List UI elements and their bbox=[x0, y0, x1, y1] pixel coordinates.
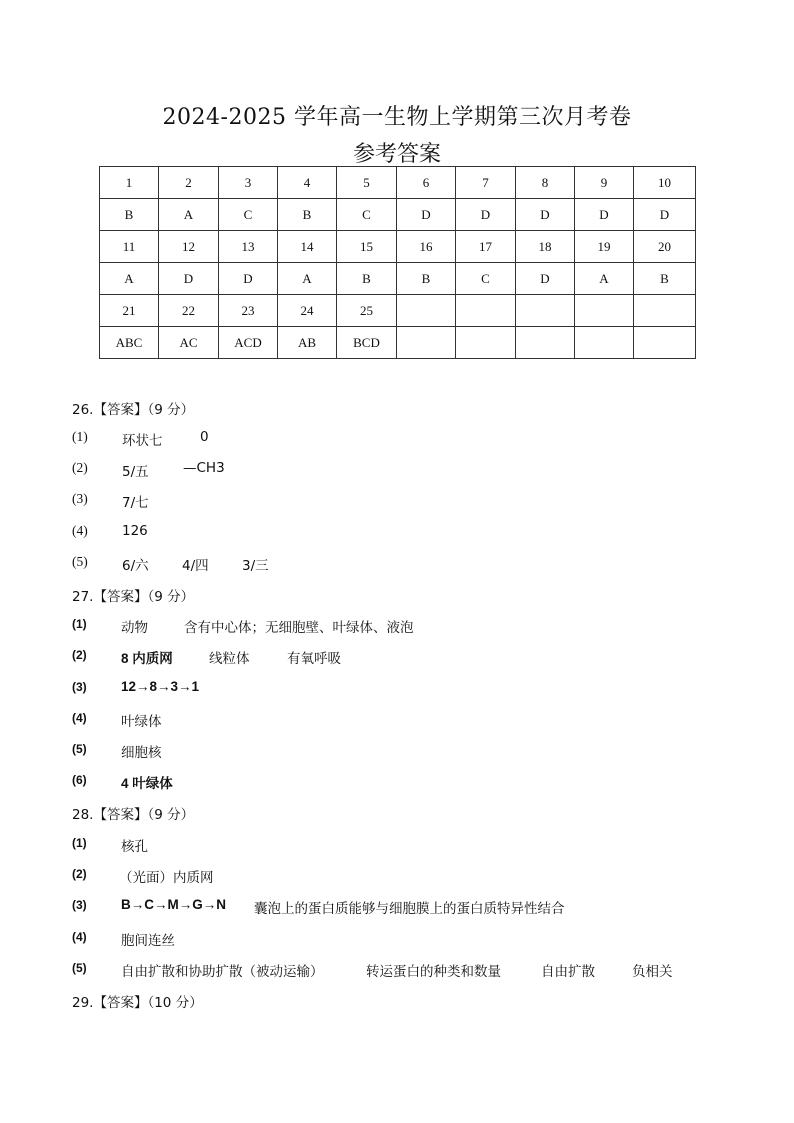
answer-part: 线粒体 bbox=[209, 651, 250, 667]
question-number-cell: 4 bbox=[278, 167, 337, 199]
q27-heading: 27.【答案】（9 分） bbox=[72, 589, 195, 605]
answer-part: 4/四 bbox=[182, 558, 209, 574]
answer-cell: D bbox=[516, 263, 575, 295]
answer-part: 12→8→3→1 bbox=[121, 679, 200, 694]
item-number: (4) bbox=[72, 523, 88, 538]
item-number: (6) bbox=[72, 773, 87, 787]
answer-cell: AB bbox=[278, 327, 337, 359]
item-number: (1) bbox=[72, 836, 87, 850]
question-number-cell: 17 bbox=[456, 231, 516, 263]
answer-cell: B bbox=[337, 263, 397, 295]
question-number-cell: 5 bbox=[337, 167, 397, 199]
item-number: (3) bbox=[72, 491, 88, 506]
question-number-cell: 18 bbox=[516, 231, 575, 263]
question-number-cell: 2 bbox=[159, 167, 219, 199]
item-number: (2) bbox=[72, 648, 87, 662]
question-number-cell: 20 bbox=[634, 231, 696, 263]
answer-cell: C bbox=[456, 263, 516, 295]
answer-part: 转运蛋白的种类和数量 bbox=[366, 964, 501, 980]
question-number-cell: 7 bbox=[456, 167, 516, 199]
answer-part: 囊泡上的蛋白质能够与细胞膜上的蛋白质特异性结合 bbox=[254, 901, 565, 917]
answer-cell: D bbox=[516, 199, 575, 231]
answer-part: 7/七 bbox=[122, 495, 149, 511]
q29-heading: 29.【答案】（10 分） bbox=[72, 995, 203, 1011]
answer-cell bbox=[575, 327, 634, 359]
answer-part: 4 叶绿体 bbox=[121, 776, 173, 791]
answer-cell: A bbox=[278, 263, 337, 295]
q28-heading: 28.【答案】（9 分） bbox=[72, 807, 195, 823]
answer-part: 环状七 bbox=[122, 433, 163, 449]
answer-cell: BCD bbox=[337, 327, 397, 359]
answer-cell: D bbox=[456, 199, 516, 231]
answer-cell bbox=[634, 327, 696, 359]
answer-part: 8 内质网 bbox=[121, 651, 173, 666]
question-number-cell: 1 bbox=[100, 167, 159, 199]
answer-cell: C bbox=[219, 199, 278, 231]
item-number: (5) bbox=[72, 554, 88, 569]
question-number-cell bbox=[456, 295, 516, 327]
answer-part: 负相关 bbox=[632, 964, 673, 980]
question-number-cell: 24 bbox=[278, 295, 337, 327]
question-number-cell: 15 bbox=[337, 231, 397, 263]
question-number-cell: 8 bbox=[516, 167, 575, 199]
answer-cell: A bbox=[159, 199, 219, 231]
question-number-cell: 12 bbox=[159, 231, 219, 263]
answer-cell: B bbox=[397, 263, 456, 295]
answer-part: 3/三 bbox=[242, 558, 269, 574]
answer-part: 含有中心体；无细胞壁、叶绿体、液泡 bbox=[184, 620, 414, 636]
item-number: (1) bbox=[72, 617, 87, 631]
question-number-cell: 14 bbox=[278, 231, 337, 263]
answer-part: 自由扩散 bbox=[541, 964, 595, 980]
question-number-cell: 16 bbox=[397, 231, 456, 263]
question-number-cell: 23 bbox=[219, 295, 278, 327]
answer-part: 有氧呼吸 bbox=[287, 651, 341, 667]
question-number-cell: 11 bbox=[100, 231, 159, 263]
question-number-cell: 21 bbox=[100, 295, 159, 327]
answer-table-row bbox=[100, 327, 696, 359]
answer-part: B→C→M→G→N bbox=[121, 897, 226, 912]
answer-cell: D bbox=[634, 199, 696, 231]
answer-part: 自由扩散和协助扩散（被动运输） bbox=[121, 964, 324, 980]
answer-part: 126 bbox=[122, 523, 148, 539]
answer-cell: ABC bbox=[100, 327, 159, 359]
question-number-cell: 19 bbox=[575, 231, 634, 263]
answer-cell: ACD bbox=[219, 327, 278, 359]
answer-part: 动物 bbox=[121, 620, 148, 636]
answer-part: —CH3 bbox=[183, 460, 225, 476]
answer-cell: B bbox=[634, 263, 696, 295]
item-number: (2) bbox=[72, 460, 88, 475]
answer-cell: D bbox=[575, 199, 634, 231]
answer-part: 细胞核 bbox=[121, 745, 162, 761]
question-number-cell bbox=[516, 295, 575, 327]
answer-part: 0 bbox=[200, 429, 209, 445]
item-number: (2) bbox=[72, 867, 87, 881]
page-subtitle: 参考答案 bbox=[352, 142, 441, 167]
answer-table-row bbox=[100, 167, 696, 199]
answer-cell: B bbox=[278, 199, 337, 231]
answer-cell: AC bbox=[159, 327, 219, 359]
q26-heading: 26.【答案】（9 分） bbox=[72, 402, 195, 418]
answer-part: 叶绿体 bbox=[121, 714, 162, 730]
answer-cell: D bbox=[219, 263, 278, 295]
question-number-cell: 6 bbox=[397, 167, 456, 199]
answer-cell: C bbox=[337, 199, 397, 231]
answer-cell: A bbox=[100, 263, 159, 295]
answer-cell: D bbox=[159, 263, 219, 295]
item-number: (5) bbox=[72, 961, 87, 975]
item-number: (1) bbox=[72, 429, 88, 444]
answer-table bbox=[99, 166, 696, 359]
answer-cell: D bbox=[397, 199, 456, 231]
answer-part: 核孔 bbox=[121, 839, 148, 855]
question-number-cell: 22 bbox=[159, 295, 219, 327]
answer-cell bbox=[516, 327, 575, 359]
question-number-cell bbox=[397, 295, 456, 327]
answer-table-row bbox=[100, 295, 696, 327]
page-title: 2024-2025 学年高一生物上学期第三次月考卷 bbox=[162, 105, 632, 130]
question-number-cell bbox=[634, 295, 696, 327]
question-number-cell: 10 bbox=[634, 167, 696, 199]
answer-part: 胞间连丝 bbox=[121, 933, 175, 949]
answer-cell: B bbox=[100, 199, 159, 231]
item-number: (3) bbox=[72, 898, 87, 912]
item-number: (5) bbox=[72, 742, 87, 756]
answer-part: 6/六 bbox=[122, 558, 149, 574]
question-number-cell bbox=[575, 295, 634, 327]
question-number-cell: 3 bbox=[219, 167, 278, 199]
answer-cell: A bbox=[575, 263, 634, 295]
answer-cell bbox=[456, 327, 516, 359]
item-number: (4) bbox=[72, 930, 87, 944]
question-number-cell: 25 bbox=[337, 295, 397, 327]
answer-part: （光面）内质网 bbox=[119, 870, 214, 886]
item-number: (3) bbox=[72, 680, 87, 694]
answer-cell bbox=[397, 327, 456, 359]
answer-table-row bbox=[100, 263, 696, 295]
question-number-cell: 13 bbox=[219, 231, 278, 263]
answer-table-row bbox=[100, 199, 696, 231]
item-number: (4) bbox=[72, 711, 87, 725]
question-number-cell: 9 bbox=[575, 167, 634, 199]
answer-part: 5/五 bbox=[122, 464, 149, 480]
answer-table-row bbox=[100, 231, 696, 263]
